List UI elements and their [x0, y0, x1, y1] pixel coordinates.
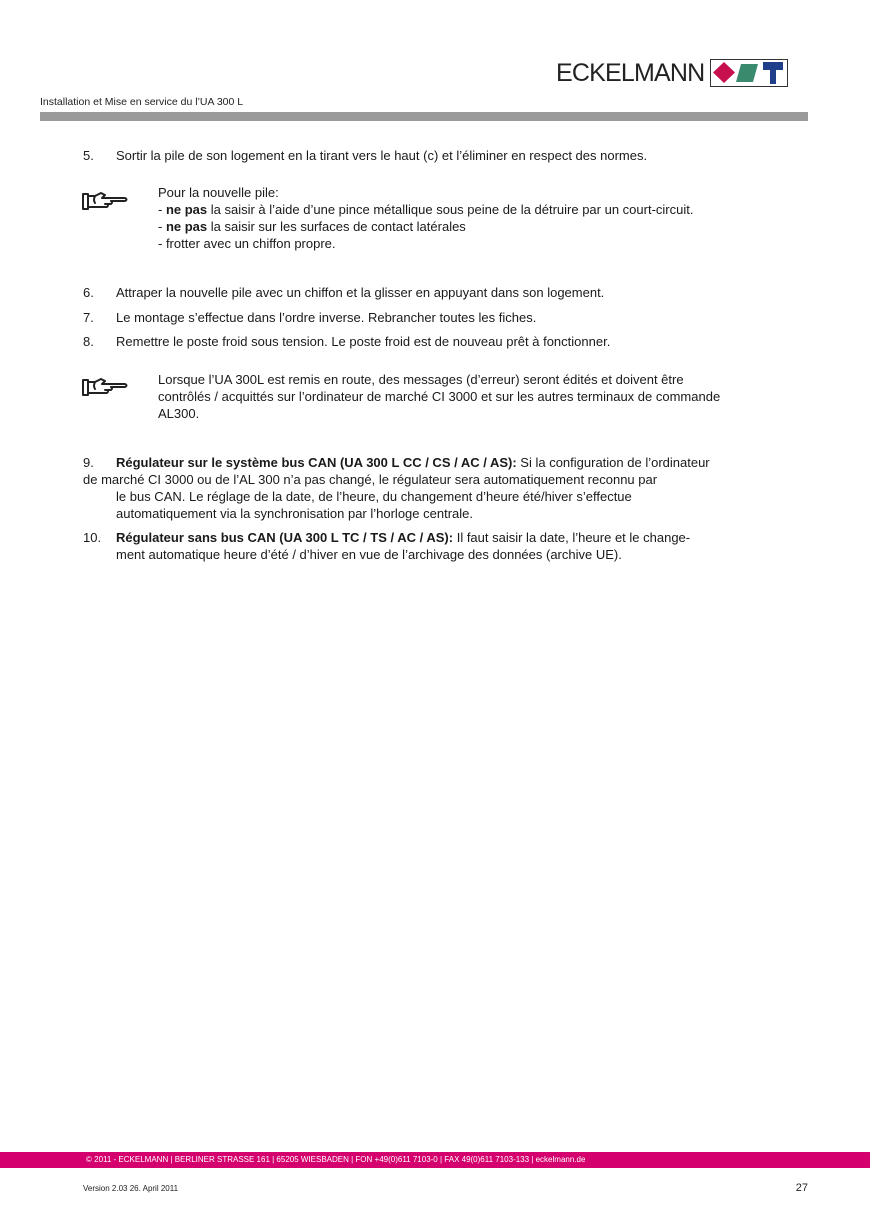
- emphasis: ne pas: [165, 202, 208, 217]
- eckelmann-logo: [556, 58, 788, 88]
- version-info: Version 2.03 26. April 2011: [83, 1184, 179, 1193]
- page-number: 27: [795, 1182, 808, 1194]
- note-line: Lorsque l’UA 300L est remis en route, des messages (d’erreur) seront édités et doivent être: [158, 372, 684, 387]
- header-rule: [40, 112, 808, 121]
- step-9-line-1: [83, 454, 806, 471]
- note-text: la saisir sur les surfaces de contact latérales: [207, 219, 466, 234]
- note-line: [158, 201, 803, 218]
- step-number: 7.: [83, 310, 94, 325]
- step-10-line-2: ment automatique heure d’été / d’hiver en vue de l’archivage des données (archive UE).: [116, 547, 622, 562]
- step-9: [83, 454, 806, 522]
- note-restart-messages: [158, 371, 803, 422]
- step-number: 6.: [83, 285, 94, 300]
- step-text: Il faut saisir la date, l’heure et le change-: [453, 530, 691, 545]
- step-text: Le montage s’effectue dans l’ordre inverse. Rebrancher toutes les fiches.: [116, 310, 537, 325]
- step-9-line-2: de marché CI 3000 ou de l’AL 300 n’a pas changé, le régulateur sera automatiquement reconnu par: [83, 472, 658, 487]
- footer-address: © 2011 - ECKELMANN | BERLINER STRASSE 161 | 65205 WIESBADEN | FON +49(0)611 7103-0 | FAX 49(0)611 7103-133 | eckelmann.de: [86, 1155, 586, 1164]
- step-number: 9.: [83, 455, 94, 470]
- pointing-hand-icon: [81, 376, 129, 398]
- note-line: - frotter avec un chiffon propre.: [158, 236, 336, 251]
- logo-mark-icon: [710, 59, 788, 87]
- step-heading: Régulateur sans bus CAN (UA 300 L TC / TS / AC / AS):: [116, 530, 454, 545]
- step-text: Remettre le poste froid sous tension. Le poste froid est de nouveau prêt à fonctionner.: [116, 334, 611, 349]
- step-number: 10.: [83, 530, 102, 545]
- emphasis: ne pas: [165, 219, 208, 234]
- step-heading: Régulateur sur le système bus CAN (UA 300 L CC / CS / AC / AS):: [116, 455, 517, 470]
- step-10: [83, 529, 806, 563]
- step-text: Sortir la pile de son logement en la tirant vers le haut (c) et l’éliminer en respect des normes.: [116, 148, 648, 163]
- note-line: AL300.: [158, 406, 200, 421]
- note-line: [158, 218, 803, 235]
- pointing-hand-icon: [81, 190, 129, 212]
- step-number: 5.: [83, 148, 94, 163]
- note-text: la saisir à l’aide d’une pince métallique sous peine de la détruire par un court-circuit.: [207, 202, 694, 217]
- step-9-line-4: automatiquement via la synchronisation par l’horloge centrale.: [116, 506, 473, 521]
- step-text: Attraper la nouvelle pile avec un chiffon et la glisser en appuyant dans son logement.: [116, 285, 605, 300]
- step-10-line-1: [83, 529, 806, 546]
- document-title: Installation et Mise en service du l’UA 300 L: [40, 96, 244, 108]
- bullet-dash: -: [158, 202, 166, 217]
- note-line: Pour la nouvelle pile:: [158, 185, 279, 200]
- note-new-battery: [158, 184, 803, 252]
- step-number: 8.: [83, 334, 94, 349]
- logo-text: ECKELMANN: [556, 58, 705, 87]
- note-line: contrôlés / acquittés sur l’ordinateur de marché CI 3000 et sur les autres terminaux de commande: [158, 389, 721, 404]
- bullet-dash: -: [158, 219, 166, 234]
- step-text: Si la configuration de l’ordinateur: [516, 455, 710, 470]
- step-9-line-3: le bus CAN. Le réglage de la date, de l’heure, du changement d’heure été/hiver s’effectue: [116, 489, 632, 504]
